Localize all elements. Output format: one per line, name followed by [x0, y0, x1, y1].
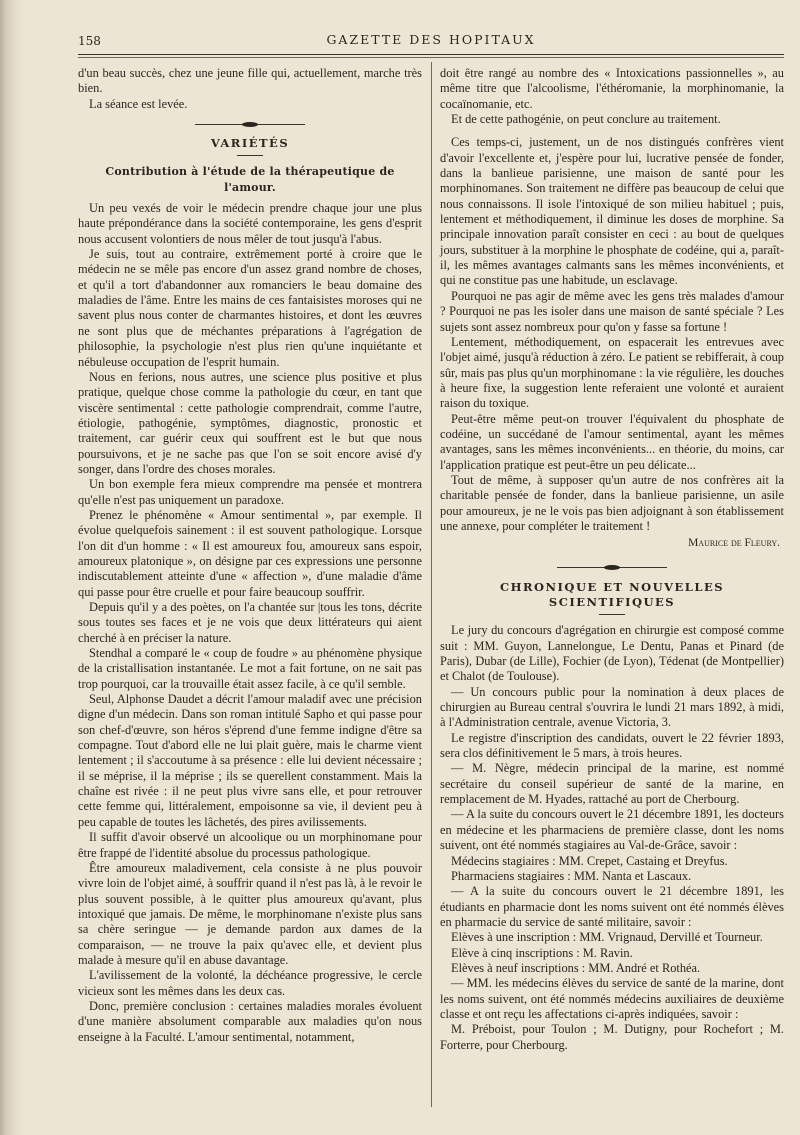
section-title-chronique: CHRONIQUE ET NOUVELLES SCIENTIFIQUES: [499, 579, 725, 609]
article-paragraph: Pourquoi ne pas agir de même avec les gens très malades d'amour ? Pourquoi ne pas les isoler dans une maison de santé spéciale ? Les sujets sont assez nombreux pour qu'on y fasse sa fortune !: [440, 288, 784, 334]
article-paragraph: Lentement, méthodiquement, on espacerait les entrevues avec l'objet aimé, jusqu'à réduction à zéro. Le patient se rebifferait, à coup sûr, mais pas plus qu'un morphinomane : la vie régulière, les douches à heure fixe, la suggestion lente referaient une volonté et auraient raison du toxique.: [440, 334, 784, 411]
section-short-rule: [237, 155, 263, 156]
right-column: [440, 66, 784, 1053]
news-item: Elève à cinq inscriptions : M. Ravin.: [451, 945, 633, 960]
article-paragraph: Donc, première conclusion : certaines maladies morales évoluent d'une manière absolument comparable aux maladies qu'on nous enseigne à la Faculté. L'amour sentimental, notamment,: [78, 998, 422, 1044]
article-paragraph: Un bon exemple fera mieux comprendre ma pensée et montrera qu'elle n'est pas uniquement un paradoxe.: [78, 477, 422, 507]
header-rule-secondary: [78, 57, 784, 58]
section-ornament: [78, 116, 422, 128]
news-item: Pharmaciens stagiaires : MM. Nanta et Lascaux.: [451, 868, 692, 883]
article-paragraph: Prenez le phénomène « Amour sentimental », par exemple. Il évolue quelquefois sainement : il est souvent pathologique. Lorsque l'on dit d'un homme : « Il est amoureux fou, amoureux sans espoir, amoureux platonique », on désigne par ces expressions une personne indiscutablement atteinte d'une « affection », d'une maladie d'âme qui passe pour être cruelle et pour faire beaucoup souffrir.: [78, 507, 422, 599]
news-item: — Un concours public pour la nomination à deux places de chirurgien au Bureau central s'ouvrira le lundi 21 mars 1892, à midi, à l'Administration centrale, avenue Victoria, 3.: [440, 684, 784, 730]
page-binding-shadow: [0, 0, 24, 1135]
header-rule: [78, 54, 784, 55]
article-paragraph: Et de cette pathogénie, on peut conclure au traitement.: [451, 112, 721, 127]
news-item: Le jury du concours d'agrégation en chirurgie est composé comme suit : MM. Guyon, Lannelongue, Le Dentu, Panas et Pinard (de Paris), Dubar (de Lille), Fochier (de Lyon), Tédenat (de Montpellier) et Chalot (de Toulouse).: [440, 623, 784, 684]
news-item: Le registre d'inscription des candidats, ouvert le 22 février 1893, sera clos définitivement le 5 mars, à trois heures.: [440, 730, 784, 761]
left-column: [78, 66, 422, 1045]
news-item: — A la suite du concours ouvert le 21 décembre 1891, les docteurs en médecine et les pharmaciens de première classe, dont les noms suivent, ont été nommés stagiaires au Val-de-Grâce, savoir :: [440, 807, 784, 853]
news-item: Elèves à neuf inscriptions : MM. André et Rothéa.: [451, 960, 701, 975]
news-item: — A la suite du concours ouvert le 21 décembre 1891, les étudiants en pharmacie dont les noms suivent ont été nommés élèves en pharmacie du service de santé militaire, savoir :: [440, 884, 784, 929]
article-paragraph: Je suis, tout au contraire, extrêmement porté à croire que le médecin ne se mêle pas encore d'un assez grand nombre de choses, et qu'il a tort d'abandonner aux romanciers le beau domaine des maladies de l'âme. Entre les mains de ces fantaisistes moroses qui ne savent plus nous conter de charmantes histoires, et dont les œuvres ne sont plus que de méchantes préparations à l'agrégation de philosophie, la psychologie n'est plus rien qu'une inquiétante et nébuleuse occupation de l'esprit humain.: [78, 247, 422, 369]
column-divider: [431, 62, 432, 1107]
section-title-varietes: VARIÉTÉS: [210, 136, 290, 151]
article-paragraph: Depuis qu'il y a des poètes, on l'a chantée sur |tous les tons, décrite sous toutes ses faces et je ne vois que deux littérateurs qui aient cherché à en préciser la nature.: [78, 600, 422, 645]
author-signature: Maurice de Fleury.: [688, 537, 780, 550]
page-number: 158: [78, 34, 101, 48]
article-paragraph: Seul, Alphonse Daudet a décrit l'amour maladif avec une précision digne d'un médecin. Dans son roman intitulé Sapho et qui passe pour son chef-d'œuvre, son héros s'éprend d'une femme indigne d'être sa compagne. Tout d'abord elle ne lui plait guère, mais le charme vient lentement ; il s'accoutume à sa présence : elle lui devient nécessaire ; il se méprise, il la méprise ; ils se querellent constamment. Mais la chaîne est rivée : il ne peut plus vivre sans elle, et pour retrouver cette femme qui, littéralement, empoisonne sa vie, il devient peu à peu capable de toutes les lâchetés, des pires avilissements.: [78, 692, 422, 829]
section-short-rule: [599, 614, 625, 615]
article-paragraph: Tout de même, à supposer qu'un autre de nos confrères ait la charitable pensée de fonder, dans la banlieue parisienne, un asile pour amoureux, je ne le vois pas bien adjoignant à son établissement une annexe, pour compléter le traitement !: [440, 472, 784, 533]
journal-title: GAZETTE DES HOPITAUX: [326, 32, 536, 47]
article-paragraph: Être amoureux maladivement, cela consiste à ne plus pouvoir vivre loin de l'objet aimé, à souffrir quand il n'est pas là, à le revoir le plus souvent possible, à le quitter plus amoureux qu'avant, plus intoxiqué que jamais. De même, le morphinomane n'existe plus sans sa chère seringue — je demande pardon aux dames de la comparaison, — ne trouve la paix qu'avec elle, et devient plus malade à mesure qu'il en abuse davantage.: [78, 860, 422, 967]
article-paragraph: Il suffit d'avoir observé un alcoolique ou un morphinomane pour être frappé de l'identité absolue du processus pathologique.: [78, 830, 422, 860]
page-header: [78, 30, 784, 52]
article-title: Contribution à l'étude de la thérapeutique de l'amour.: [105, 165, 395, 194]
article-paragraph: Peut-être même peut-on trouver l'équivalent du phosphate de codéine, un succédané de l'amour sentimental, ayant les mêmes avantages, sans les mêmes inconvénients... en théorie, du moins, car l'application pratique est peut-être un peu délicate...: [440, 411, 784, 472]
article-paragraph: Stendhal a comparé le « coup de foudre » au phénomène physique de la cristallisation instantanée. Le mot a fait fortune, on ne sait pas trop pourquoi, car la trouvaille était assez facile, à ce qu'il semble.: [78, 646, 422, 691]
article-paragraph: L'avilissement de la volonté, la déchéance progressive, le cercle vicieux sont les mêmes dans les deux cas.: [78, 968, 422, 998]
article-paragraph: Ces temps-ci, justement, un de nos distingués confrères vient d'avoir l'excellente et, j'espère pour lui, lucrative pensée de fonder, dans la banlieue parisienne, une maison de santé pour les morphinomanes. Son traitement ne diffère pas beaucoup de celui que nous connaissons. Il isole l'intoxiqué de son milieu habituel ; puis, lentement et méthodiquement, il diminue les doses de morphine. Sa principale innovation paraît consister en ceci : au bout de quelques jours, substituer à la morphine le phosphate de codéine, qui a, paraît-il, les mêmes avantages calmants sans les mêmes inconvénients, et qui ne constitue pas une habitude, un esclavage.: [440, 135, 784, 288]
section-ornament: [440, 560, 784, 572]
news-item: — M. Nègre, médecin principal de la marine, est nommé secrétaire du conseil supérieur de santé de la marine, en remplacement de M. Hyades, rattaché au port de Cherbourg.: [440, 761, 784, 807]
intro-paragraph: d'un beau succès, chez une jeune fille qui, actuellement, marche très bien.: [78, 66, 422, 96]
intro-paragraph: La séance est levée.: [89, 96, 188, 111]
news-item: Médecins stagiaires : MM. Crepet, Castaing et Dreyfus.: [451, 853, 728, 868]
article-paragraph: doit être rangé au nombre des « Intoxications passionnelles », au même titre que l'alcoolisme, l'éthéromanie, la morphinomanie, la cocaïnomanie, etc.: [440, 66, 784, 111]
news-item: M. Préboist, pour Toulon ; M. Dutigny, pour Rochefort ; M. Forterre, pour Cherbourg.: [440, 1022, 784, 1052]
news-item: Elèves à une inscription : MM. Vrignaud, Dervillé et Tourneur.: [451, 930, 763, 945]
article-paragraph: Un peu vexés de voir le médecin prendre chaque jour une plus haute prépondérance dans la société contemporaine, les gens d'esprit nous accusent volontiers de nous mêler de tout jusqu'à l'abus.: [78, 201, 422, 246]
news-item: — MM. les médecins élèves du service de santé de la marine, dont les noms suivent, ont été nommés médecins auxiliaires de deuxième classe et ont reçu les affectations ci-après indiquées, savoir :: [440, 976, 784, 1021]
article-paragraph: Nous en ferions, nous autres, une science plus positive et plus pratique, quelque chose comme la pathologie du cœur, en tant que viscère sentimental : cette pathologie comprendrait, comme l'autre, étiologie, pathogénie, symptômes, diagnostic, pronostic et traitement, car guérir ceux qui souffrent est le but que nous poursuivons, et je ne sache pas que l'on se soit encore avisé d'y songer, dans l'ordre des choses morales.: [78, 369, 422, 476]
